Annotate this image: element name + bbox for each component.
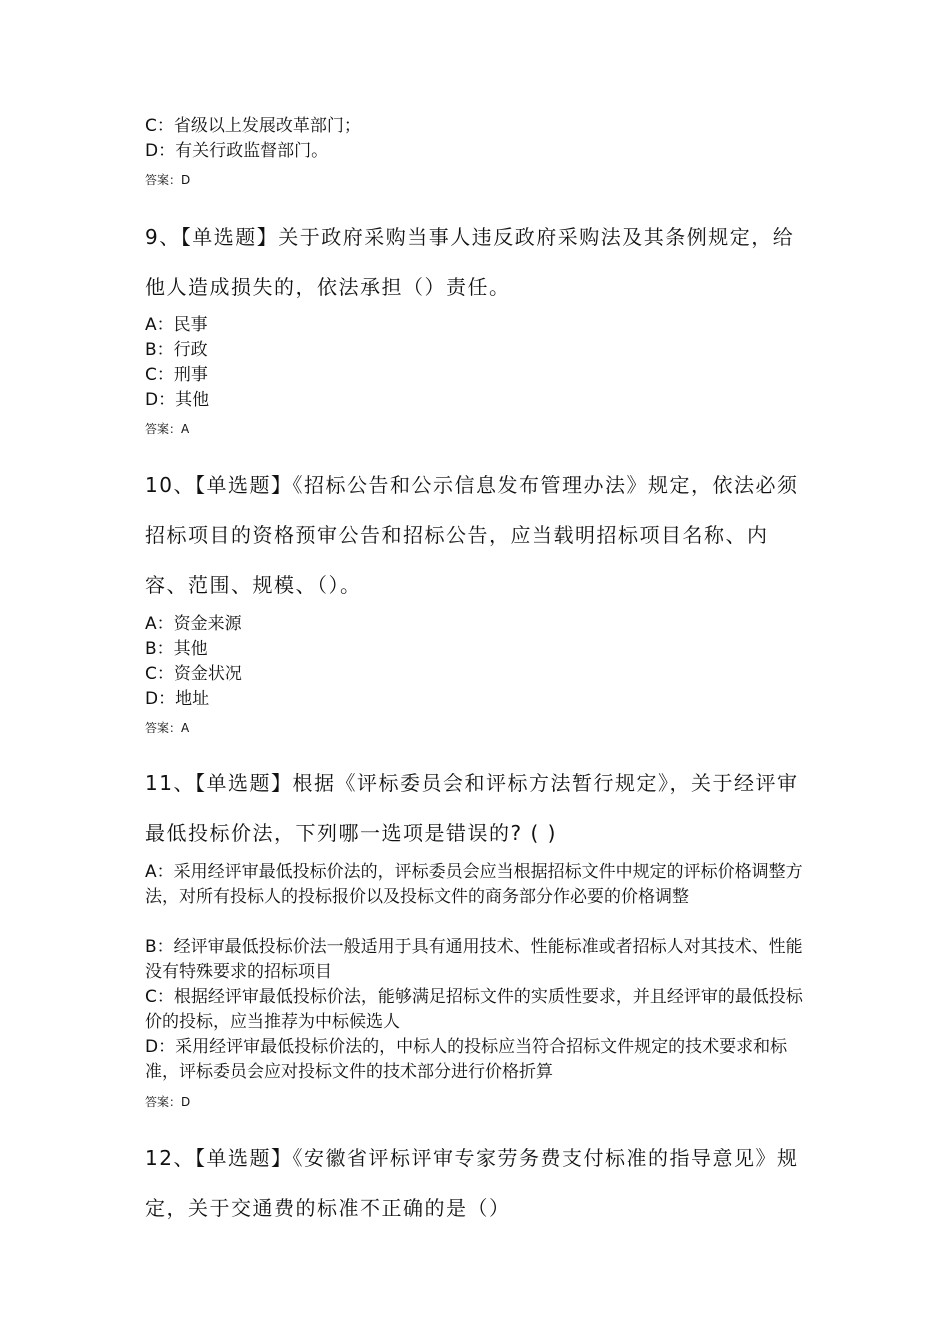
q9-option-d: D：其他 [145,390,210,410]
prev-answer: 答案：D [145,173,191,187]
q11-option-b: B：经评审最低投标价法一般适用于具有通用技术、性能标准或者招标人对其技术、性能没有特殊要求的招标项目 [145,937,803,982]
q9-title: 9、【单选题】关于政府采购当事人违反政府采购法及其条例规定，给他人造成损失的，依法承担（）责任。 [145,225,795,299]
q10-option-d: D：地址 [145,689,210,709]
q9-option-c: C：刑事 [145,365,208,385]
q11-option-c: C：根据经评审最低投标价法，能够满足招标文件的实质性要求，并且经评审的最低投标价的投标，应当推荐为中标候选人 [145,987,803,1032]
q10-answer: 答案：A [145,721,190,735]
q10-option-c: C：资金状况 [145,664,242,684]
q10-option-a: A：资金来源 [145,614,242,634]
q11-option-a: A：采用经评审最低投标价法的，评标委员会应当根据招标文件中规定的评标价格调整方法，对所有投标人的投标报价以及投标文件的商务部分作必要的价格调整 [145,862,803,907]
q11-answer: 答案：D [145,1095,191,1109]
q10-option-b: B：其他 [145,639,208,659]
q12-title: 12、【单选题】《安徽省评标评审专家劳务费支付标准的指导意见》规定，关于交通费的标准不正确的是（） [145,1146,799,1220]
prev-option-d: D：有关行政监督部门。 [145,141,329,161]
q9-option-a: A：民事 [145,315,208,335]
q11-option-d: D：采用经评审最低投标价法的，中标人的投标应当符合招标文件规定的技术要求和标准，评标委员会应对投标文件的技术部分进行价格折算 [145,1037,788,1082]
q9-option-b: B：行政 [145,340,208,360]
q10-title: 10、【单选题】《招标公告和公示信息发布管理办法》规定，依法必须招标项目的资格预审公告和招标公告，应当载明招标项目名称、内容、范围、规模、（）。 [145,473,799,597]
q9-answer: 答案：A [145,422,190,436]
q11-title: 11、【单选题】根据《评标委员会和评标方法暂行规定》，关于经评审最低投标价法，下列哪一选项是错误的? ( ) [145,771,799,845]
prev-option-c: C：省级以上发展改革部门； [145,116,361,136]
